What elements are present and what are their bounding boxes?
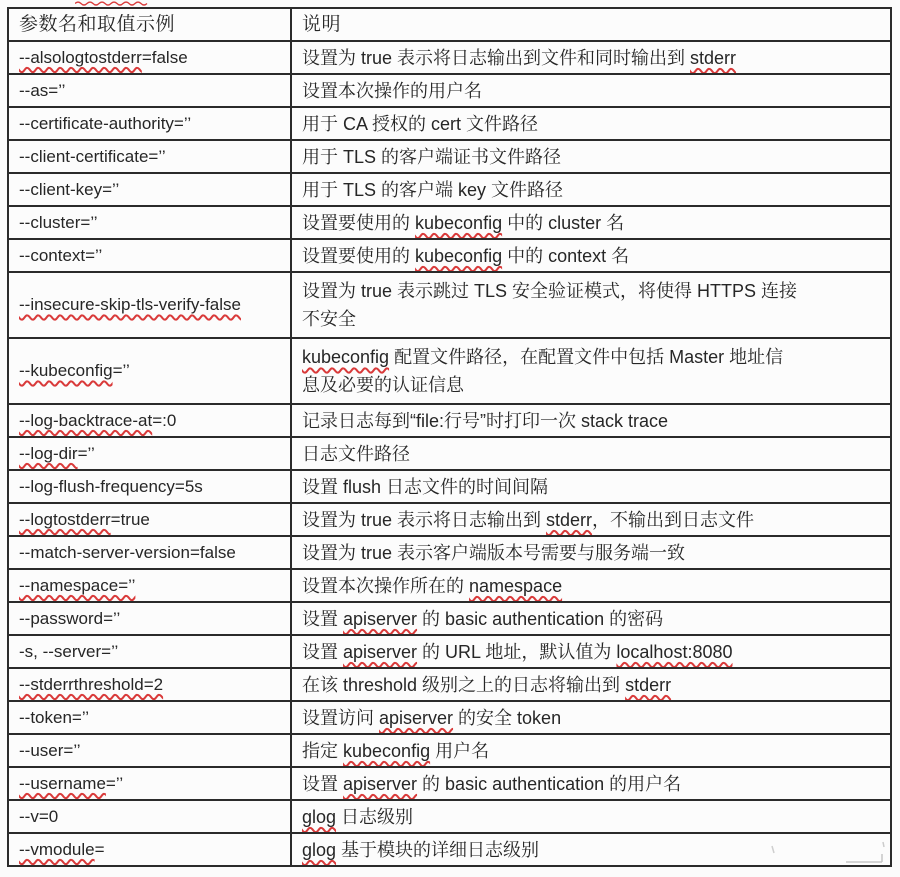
table-row (8, 701, 891, 734)
param-cell (8, 470, 291, 503)
description-cell (291, 272, 891, 338)
plain-text: 用于 CA 授权的 cert 文件路径 (302, 113, 539, 134)
plain-text: 用户名 (430, 740, 490, 761)
param-cell (8, 107, 291, 140)
table-header-row (8, 8, 891, 41)
plain-text: 用于 TLS 的客户端 key 文件路径 (302, 179, 564, 200)
plain-text: 设置为 true 表示跳过 TLS 安全验证模式，将使得 HTTPS 连接 (302, 281, 798, 301)
plain-text: --user=’’ (19, 740, 81, 760)
plain-text: --certificate-authority=’’ (19, 113, 192, 133)
table-row (8, 437, 891, 470)
param-cell (8, 404, 291, 437)
param-cell (8, 536, 291, 569)
table-row (8, 140, 891, 173)
spellcheck-underlined-text: localhost:8080 (616, 641, 733, 662)
plain-text: 设置 (302, 641, 344, 662)
plain-text: 中的 context 名 (502, 245, 630, 266)
param-cell (8, 635, 291, 668)
description-cell (291, 701, 891, 734)
spellcheck-underlined-text: stderr (625, 674, 672, 695)
plain-text: --cluster=’’ (19, 212, 98, 232)
plain-text: =true (110, 509, 150, 529)
spellcheck-underlined-text: namespace (469, 575, 563, 596)
plain-text: 设置为 true 表示将日志输出到文件和同时输出到 (302, 47, 691, 68)
plain-text: --match-server-version=false (19, 542, 236, 562)
param-cell (8, 503, 291, 536)
plain-text: 的安全 token (453, 707, 562, 728)
table-row (8, 74, 891, 107)
plain-text: --log-flush-frequency=5s (19, 476, 203, 496)
plain-text: --v=0 (19, 806, 59, 826)
description-cell (291, 536, 891, 569)
spellcheck-underlined-text: kubeconfig (302, 347, 390, 367)
table-row (8, 734, 891, 767)
plain-text: 设置 (302, 608, 344, 629)
description-cell (291, 734, 891, 767)
plain-text: 日志级别 (336, 806, 414, 827)
plain-text: 的 URL 地址，默认值为 (417, 641, 617, 662)
table-row (8, 602, 891, 635)
plain-text: 的 basic authentication 的用户名 (417, 773, 682, 794)
plain-text: --client-certificate=’’ (19, 146, 166, 166)
plain-text: 设置要使用的 (302, 212, 416, 233)
table-row (8, 767, 891, 800)
header-param-column: 参数名和取值示例 (8, 8, 291, 41)
plain-text: 设置本次操作的用户名 (302, 80, 482, 101)
plain-text: = (94, 839, 105, 859)
plain-text: 中的 cluster 名 (502, 212, 625, 233)
param-cell (8, 701, 291, 734)
description-cell (291, 668, 891, 701)
param-cell (8, 140, 291, 173)
param-cell (8, 437, 291, 470)
param-cell (8, 833, 291, 866)
description-cell (291, 173, 891, 206)
plain-text: -s, --server=’’ (19, 641, 119, 661)
spellcheck-underlined-text: --stderrthreshold=2 (19, 674, 164, 694)
table-row (8, 107, 891, 140)
plain-text: 设置要使用的 (302, 245, 416, 266)
spellcheck-underlined-text: apiserver (343, 608, 418, 629)
plain-text: 日志文件路径 (302, 443, 410, 464)
description-cell (291, 107, 891, 140)
description-cell (291, 503, 891, 536)
spellcheck-underlined-text: apiserver (379, 707, 454, 728)
plain-text: --client-key=’’ (19, 179, 120, 199)
faint-scan-marks-artifact (758, 838, 893, 868)
table-row (8, 173, 891, 206)
spellcheck-underlined-text: --vmodule (19, 839, 95, 859)
plain-text: --as=’’ (19, 80, 66, 100)
param-cell (8, 239, 291, 272)
plain-text: 的 basic authentication 的密码 (417, 608, 664, 629)
description-cell (291, 140, 891, 173)
description-cell (291, 635, 891, 668)
spellcheck-underlined-text: --log-dir (19, 443, 78, 463)
description-cell (291, 602, 891, 635)
param-cell (8, 668, 291, 701)
plain-text: --context=’’ (19, 245, 103, 265)
param-cell (8, 734, 291, 767)
plain-text: =’’ (77, 443, 95, 463)
spellcheck-underlined-text: kubeconfig (415, 245, 503, 266)
table-row (8, 800, 891, 833)
table-row (8, 470, 891, 503)
param-cell (8, 569, 291, 602)
plain-text: =’’ (112, 361, 130, 380)
plain-text: 设置为 true 表示将日志输出到 (302, 509, 547, 530)
param-cell (8, 173, 291, 206)
spellcheck-underlined-text: --log-backtrace-at (19, 410, 153, 430)
spellcheck-underlined-text: stderr (546, 509, 593, 530)
spellcheck-underlined-text: --insecure-skip-tls-verify-false (19, 295, 241, 314)
plain-text: 不安全 (302, 309, 356, 329)
description-cell (291, 470, 891, 503)
description-cell (291, 239, 891, 272)
description-cell (291, 206, 891, 239)
description-cell (291, 404, 891, 437)
plain-text: --token=’’ (19, 707, 90, 727)
plain-text: 设置 (302, 773, 344, 794)
plain-text: 设置为 true 表示客户端版本号需要与服务端一致 (302, 542, 686, 563)
spellcheck-underlined-text: apiserver (343, 641, 418, 662)
param-cell (8, 338, 291, 404)
spellcheck-underlined-text: kubeconfig (415, 212, 503, 233)
description-cell (291, 41, 891, 74)
description-cell (291, 569, 891, 602)
description-cell (291, 338, 891, 404)
param-cell (8, 206, 291, 239)
param-cell (8, 272, 291, 338)
spellcheck-underlined-text: --namespace=’’ (19, 575, 136, 595)
description-cell (291, 437, 891, 470)
plain-text: =’’ (105, 773, 124, 793)
table-row (8, 503, 891, 536)
table-row (8, 206, 891, 239)
spellcheck-underlined-text: kubeconfig (343, 740, 431, 761)
red-squiggle-artifact (75, 0, 150, 6)
spellcheck-underlined-text: apiserver (343, 773, 418, 794)
table-row (8, 635, 891, 668)
plain-text: 基于模块的详细日志级别 (336, 839, 540, 860)
plain-text: 设置 flush 日志文件的时间间隔 (302, 476, 549, 497)
param-cell (8, 800, 291, 833)
table-row (8, 41, 891, 74)
spellcheck-underlined-text: glog (302, 839, 337, 860)
table-row (8, 338, 891, 404)
table-row (8, 569, 891, 602)
param-cell (8, 602, 291, 635)
table-row (8, 404, 891, 437)
plain-text: 设置本次操作所在的 (302, 575, 470, 596)
plain-text: 配置文件路径，在配置文件中包括 Master 地址信 (389, 347, 784, 367)
header-description-column: 说明 (291, 8, 891, 41)
description-cell (291, 800, 891, 833)
description-cell (291, 767, 891, 800)
table-row (8, 668, 891, 701)
plain-text: 用于 TLS 的客户端证书文件路径 (302, 146, 562, 167)
param-cell (8, 74, 291, 107)
table-row (8, 239, 891, 272)
spellcheck-underlined-text: --alsologtostderr (19, 47, 142, 67)
spellcheck-underlined-text: --username (19, 773, 106, 793)
parameters-table (7, 7, 892, 867)
plain-text: --password=’’ (19, 608, 121, 628)
plain-text: 设置访问 (302, 707, 380, 728)
spellcheck-underlined-text: --logtostderr (19, 509, 111, 529)
spellcheck-underlined-text: stderr (690, 47, 737, 68)
plain-text: =:0 (152, 410, 177, 430)
table-row (8, 536, 891, 569)
plain-text: ，不输出到日志文件 (592, 509, 755, 530)
plain-text: =false (141, 47, 188, 67)
description-cell (291, 74, 891, 107)
param-cell (8, 41, 291, 74)
spellcheck-underlined-text: --kubeconfig (19, 361, 113, 380)
spellcheck-underlined-text: glog (302, 806, 337, 827)
table-body (8, 41, 891, 866)
param-cell (8, 767, 291, 800)
plain-text: 记录日志每到“file:行号”时打印一次 stack trace (302, 410, 669, 431)
plain-text: 在该 threshold 级别之上的日志将输出到 (302, 674, 626, 695)
plain-text: 指定 (302, 740, 344, 761)
table-row (8, 272, 891, 338)
plain-text: 息及必要的认证信息 (302, 375, 464, 395)
